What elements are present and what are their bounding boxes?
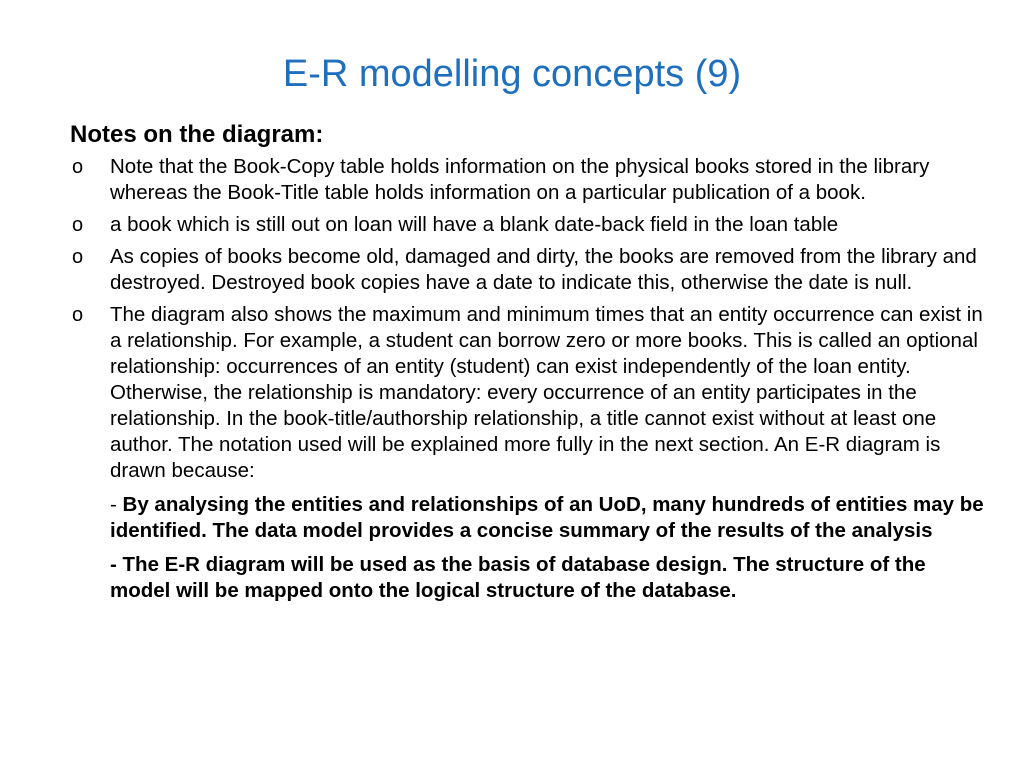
bullet-text: The diagram also shows the maximum and minimum times that an entity occurrence can exist in a relationship. For example, a student can borrow zero or more books. This is called an optional relationship: occurrences of an entity (student) can exist independently of the loan entity. Otherwise, the relationship is mandatory: every occurrence of an entity participates in the relationship. In the book-title/authorship relationship, a title cannot exist without at least one author. The notation used will be explained more fully in the next section. An E-R diagram is drawn because: [110, 303, 983, 482]
notes-heading: Notes on the diagram: [70, 121, 324, 148]
sub-point [70, 552, 988, 604]
circle-bullet-icon: o [72, 304, 84, 326]
circle-bullet-icon: o [72, 214, 84, 236]
sub-point-text: - The E-R diagram will be used as the basis of database design. The structure of the model will be mapped onto the logical structure of the database. [110, 553, 926, 602]
bullet-text: a book which is still out on loan will have a blank date-back field in the loan table [110, 213, 839, 236]
bullet-item [70, 154, 988, 206]
bullet-item [70, 212, 988, 238]
bullet-list [70, 154, 988, 484]
circle-bullet-icon: o [72, 156, 84, 178]
sub-point-dash: - [110, 493, 123, 516]
slide-content [70, 120, 988, 604]
slide-title: E-R modelling concepts (9) [282, 53, 742, 95]
sub-point [70, 492, 988, 544]
bullet-text: Note that the Book-Copy table holds information on the physical books stored in the library whereas the Book-Title table holds information on a particular publication of a book. [110, 155, 930, 204]
sub-point-text: By analysing the entities and relationships of an UoD, many hundreds of entities may be identified. The data model provides a concise summary of the results of the analysis [110, 493, 984, 542]
bullet-item [70, 244, 988, 296]
circle-bullet-icon: o [72, 246, 84, 268]
bullet-item [70, 302, 988, 484]
bullet-text: As copies of books become old, damaged and dirty, the books are removed from the library and destroyed. Destroyed book copies have a date to indicate this, otherwise the date is null. [110, 245, 977, 294]
